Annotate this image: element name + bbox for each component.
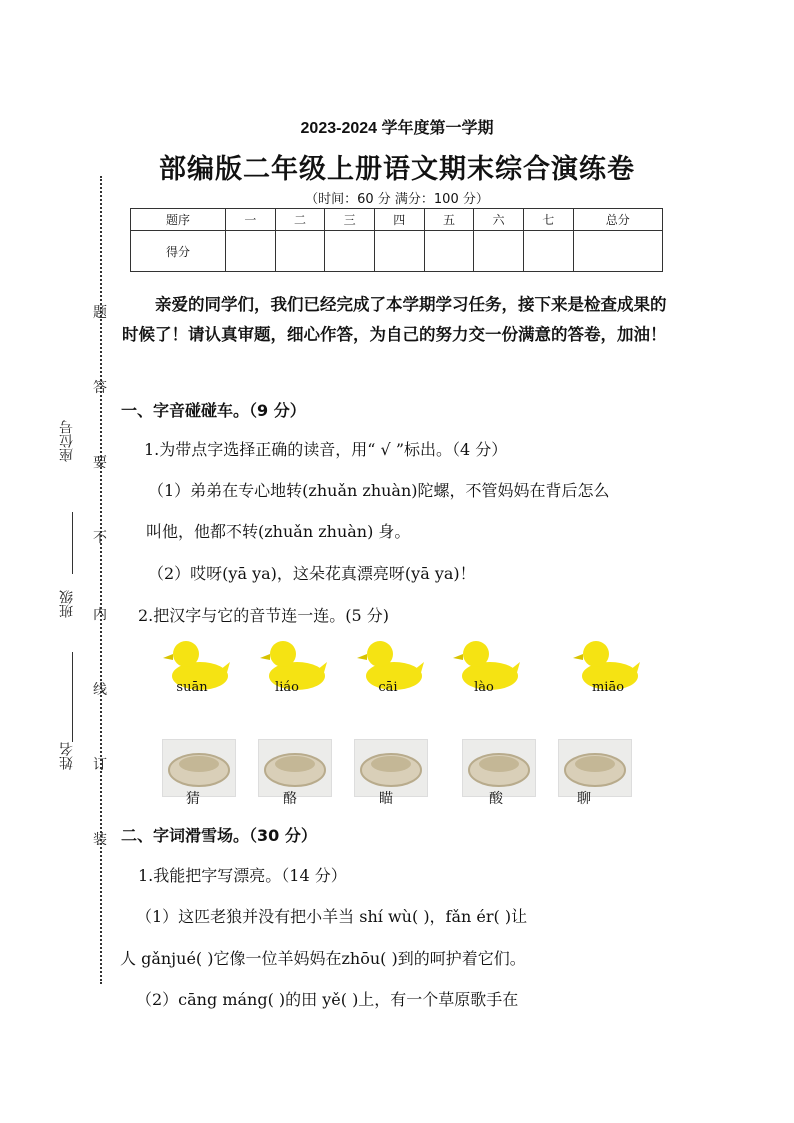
score-header-cell: 总分 bbox=[573, 209, 662, 231]
name-underline bbox=[72, 652, 73, 742]
binding-char: 不 bbox=[93, 530, 107, 546]
question-2-1-line1: （1）这匹老狼并没有把小羊当 shí wù( )，fǎn ér( )让 bbox=[136, 907, 528, 926]
question-2-1-line3: （2）cāng máng( )的田 yě( )上，有一个草原歌手在 bbox=[136, 990, 519, 1009]
duck-pinyin: suān bbox=[176, 680, 208, 695]
score-cell[interactable] bbox=[523, 231, 573, 272]
intro-paragraph: 亲爱的同学们，我们已经完成了本学期学习任务，接下来是检查成果的时候了！请认真审题，细心作答，为自己的努力交一份满意的答卷，加油！ bbox=[122, 295, 667, 344]
class-underline bbox=[72, 512, 73, 574]
score-table bbox=[130, 208, 663, 272]
score-row-label: 得分 bbox=[131, 231, 226, 272]
binding-char: 内 bbox=[93, 607, 107, 623]
section-1-heading: 一、字音碰碰车。（9 分） bbox=[121, 401, 306, 420]
duck-pinyin: cāi bbox=[378, 680, 398, 695]
question-2-1-line2: 人 gǎnjué( )它像一位羊妈妈在zhōu( )到的呵护着它们。 bbox=[120, 949, 526, 968]
score-cell[interactable] bbox=[275, 231, 325, 272]
score-cell[interactable] bbox=[374, 231, 424, 272]
score-header-cell: 五 bbox=[424, 209, 474, 231]
nest-hanzi: 酪 bbox=[283, 791, 297, 807]
binding-char: 订 bbox=[93, 757, 107, 773]
nest-hanzi: 酸 bbox=[489, 791, 503, 807]
score-header-cell: 三 bbox=[325, 209, 375, 231]
score-header-cell: 六 bbox=[474, 209, 524, 231]
question-1-1-line2: 叫他，他都不转(zhuǎn zhuàn) 身。 bbox=[146, 522, 411, 541]
binding-char: 线 bbox=[93, 682, 107, 698]
binding-dotted-line bbox=[100, 176, 102, 984]
binding-char: 题 bbox=[93, 305, 107, 321]
score-cell[interactable] bbox=[226, 231, 276, 272]
binding-char: 答 bbox=[93, 380, 107, 396]
page-title: 部编版二年级上册语文期末综合演练卷 bbox=[159, 154, 635, 185]
score-cell[interactable] bbox=[424, 231, 474, 272]
score-header-cell: 四 bbox=[374, 209, 424, 231]
name-label: 姓名 bbox=[59, 742, 75, 770]
exam-subtitle: （时间：60 分 满分：100 分） bbox=[305, 192, 489, 207]
score-cell[interactable] bbox=[573, 231, 662, 272]
score-header-cell: 七 bbox=[523, 209, 573, 231]
duck-pinyin: miāo bbox=[591, 680, 625, 695]
score-header-cell: 题序 bbox=[131, 209, 226, 231]
question-1-1-line1: （1）弟弟在专心地转(zhuǎn zhuàn)陀螺，不管妈妈在背后怎么 bbox=[148, 481, 610, 500]
score-cell[interactable] bbox=[325, 231, 375, 272]
nest-hanzi: 猜 bbox=[186, 791, 200, 807]
binding-char: 装 bbox=[93, 832, 107, 848]
seat-number-label: 座位号 bbox=[59, 420, 75, 462]
class-label: 班级 bbox=[59, 590, 75, 618]
question-2-1: 1.我能把字写漂亮。（14 分） bbox=[138, 866, 347, 885]
question-1-1-line3: （2）哎呀(yā ya)，这朵花真漂亮呀(yā ya)！ bbox=[148, 564, 476, 583]
duck-pinyin: lào bbox=[474, 680, 494, 695]
year-line: 2023-2024 学年度第一学期 bbox=[300, 120, 494, 137]
section-2-heading: 二、字词滑雪场。（30 分） bbox=[121, 826, 317, 845]
question-1-1: 1.为带点字选择正确的读音，用“ √ ”标出。（4 分） bbox=[144, 440, 508, 459]
score-header-cell: 二 bbox=[275, 209, 325, 231]
score-cell[interactable] bbox=[474, 231, 524, 272]
score-header-cell: 一 bbox=[226, 209, 276, 231]
question-1-2: 2.把汉字与它的音节连一连。(5 分) bbox=[138, 606, 390, 625]
nest-hanzi: 瞄 bbox=[379, 791, 393, 807]
binding-char: 要 bbox=[93, 455, 107, 471]
nest-hanzi: 聊 bbox=[577, 791, 591, 807]
duck-pinyin: liáo bbox=[275, 680, 299, 695]
